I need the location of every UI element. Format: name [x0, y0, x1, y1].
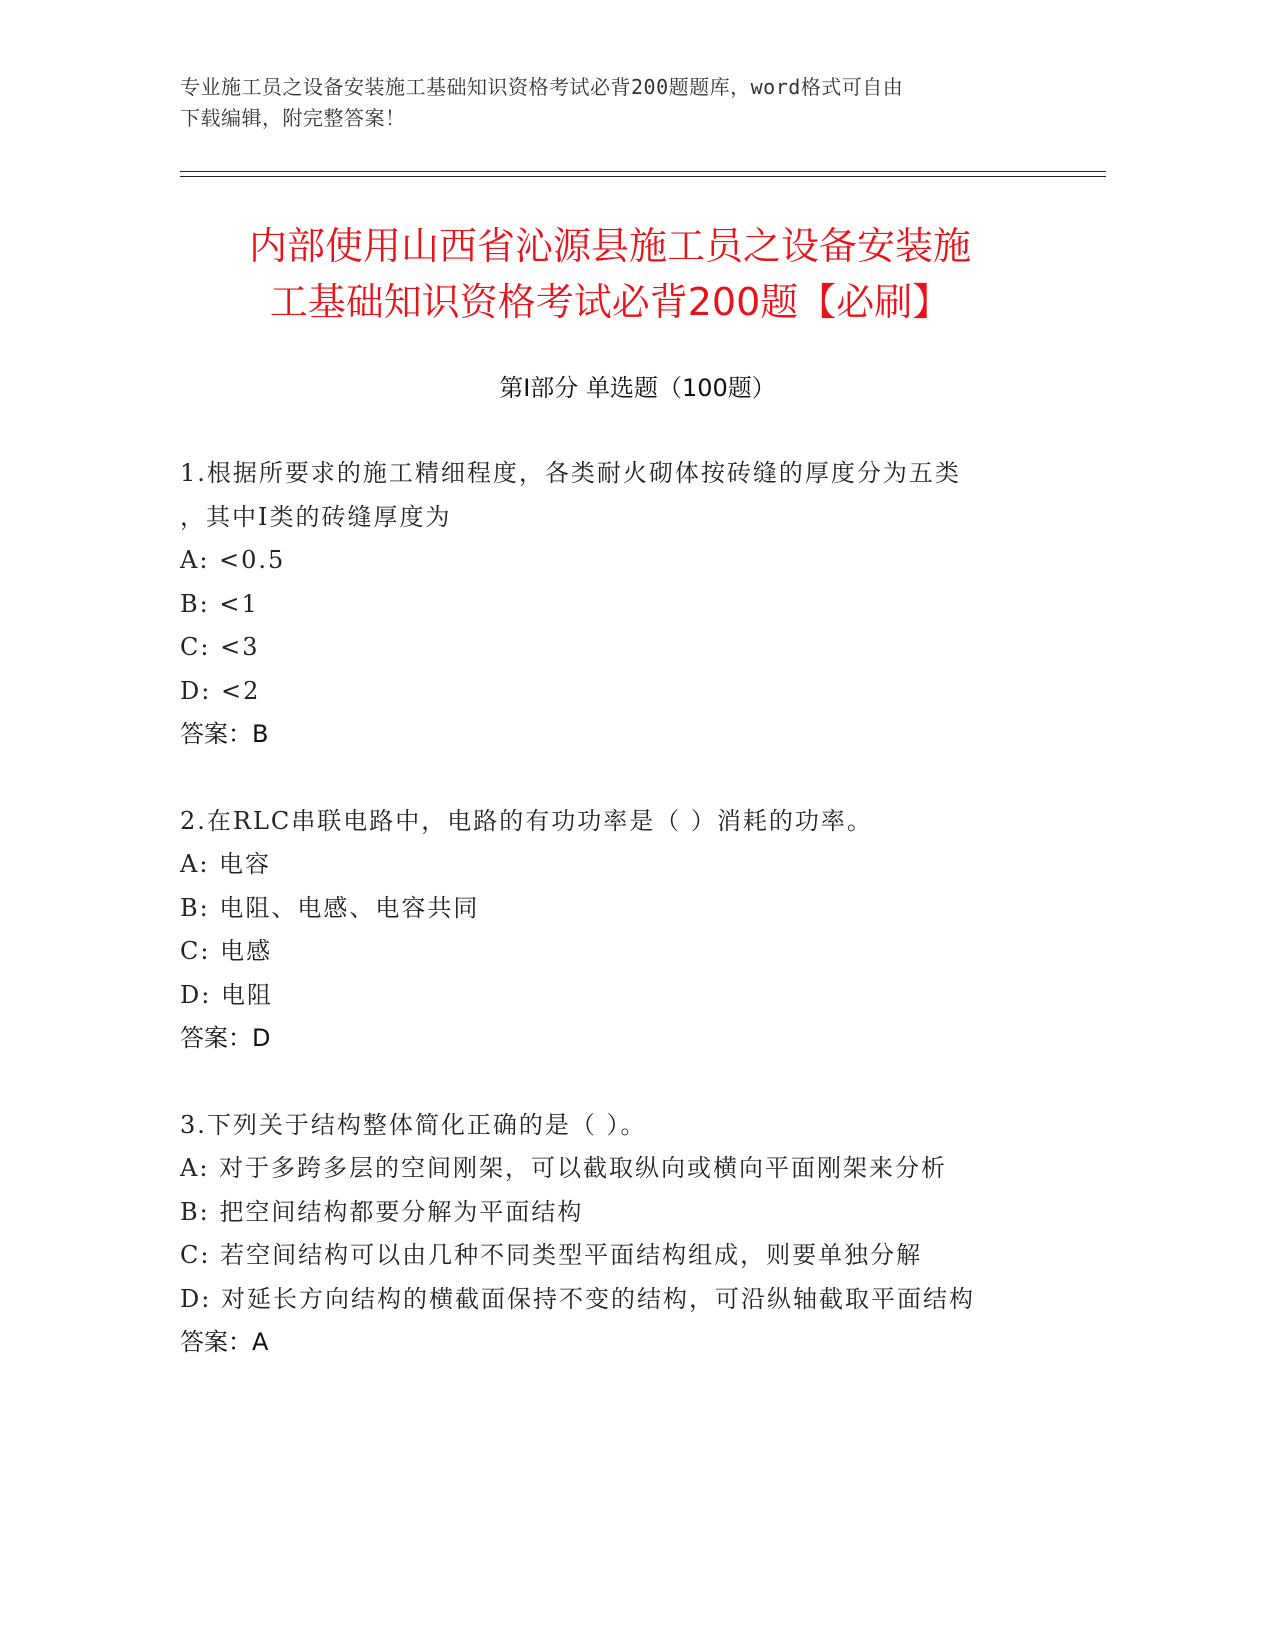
option-a: A: <0.5: [180, 546, 286, 574]
document-title: [170, 218, 1050, 330]
option-d: D: 电阻: [180, 980, 273, 1009]
option-c: C: 电感: [180, 937, 273, 965]
option-c: C: <3: [180, 633, 260, 661]
question-3: [180, 1104, 1080, 1365]
option-a: A: 电容: [180, 850, 272, 878]
question-stem: 2.在RLC串联电路中，电路的有功功率是（ ）消耗的功率。: [180, 806, 873, 835]
option-b: B: 把空间结构都要分解为平面结构: [180, 1197, 584, 1226]
option-b: B: <1: [180, 589, 259, 618]
question-1: [180, 452, 1080, 757]
header-divider-bottom: [180, 176, 1106, 177]
option-d: D: 对延长方向结构的横截面保持不变的结构，可沿纵轴截取平面结构: [180, 1284, 975, 1313]
header-divider-top: [180, 171, 1106, 172]
answer: 答案：D: [180, 1024, 271, 1052]
document-title-line-1: 内部使用山西省沁源县施工员之设备安装施: [248, 224, 971, 268]
option-d: D: <2: [180, 676, 261, 705]
section-title: 第Ⅰ部分 单选题（100题）: [499, 374, 776, 402]
document-header-note: [180, 72, 1080, 134]
header-note-line-1: 专业施工员之设备安装施工基础知识资格考试必背200题题库，word格式可自由: [180, 75, 904, 99]
document-title-line-2: 工基础知识资格考试必背200题【必刷】: [269, 280, 951, 324]
option-c: C: 若空间结构可以由几种不同类型平面结构组成，则要单独分解: [180, 1241, 923, 1269]
answer: 答案：A: [180, 1328, 269, 1356]
question-2: [180, 800, 1080, 1061]
header-note-line-2: 下载编辑，附完整答案！: [180, 106, 406, 130]
option-a: A: 对于多跨多层的空间刚架，可以截取纵向或横向平面刚架来分析: [180, 1154, 948, 1182]
question-stem: 1.根据所要求的施工精细程度，各类耐火砌体按砖缝的厚度分为五类: [180, 459, 961, 487]
question-stem-continued: ，其中Ⅰ类的砖缝厚度为: [180, 502, 452, 531]
option-b: B: 电阻、电感、电容共同: [180, 893, 480, 922]
answer: 答案：B: [180, 720, 269, 748]
question-list: [180, 452, 1080, 1408]
question-stem: 3.下列关于结构整体简化正确的是（ ）。: [180, 1110, 647, 1139]
